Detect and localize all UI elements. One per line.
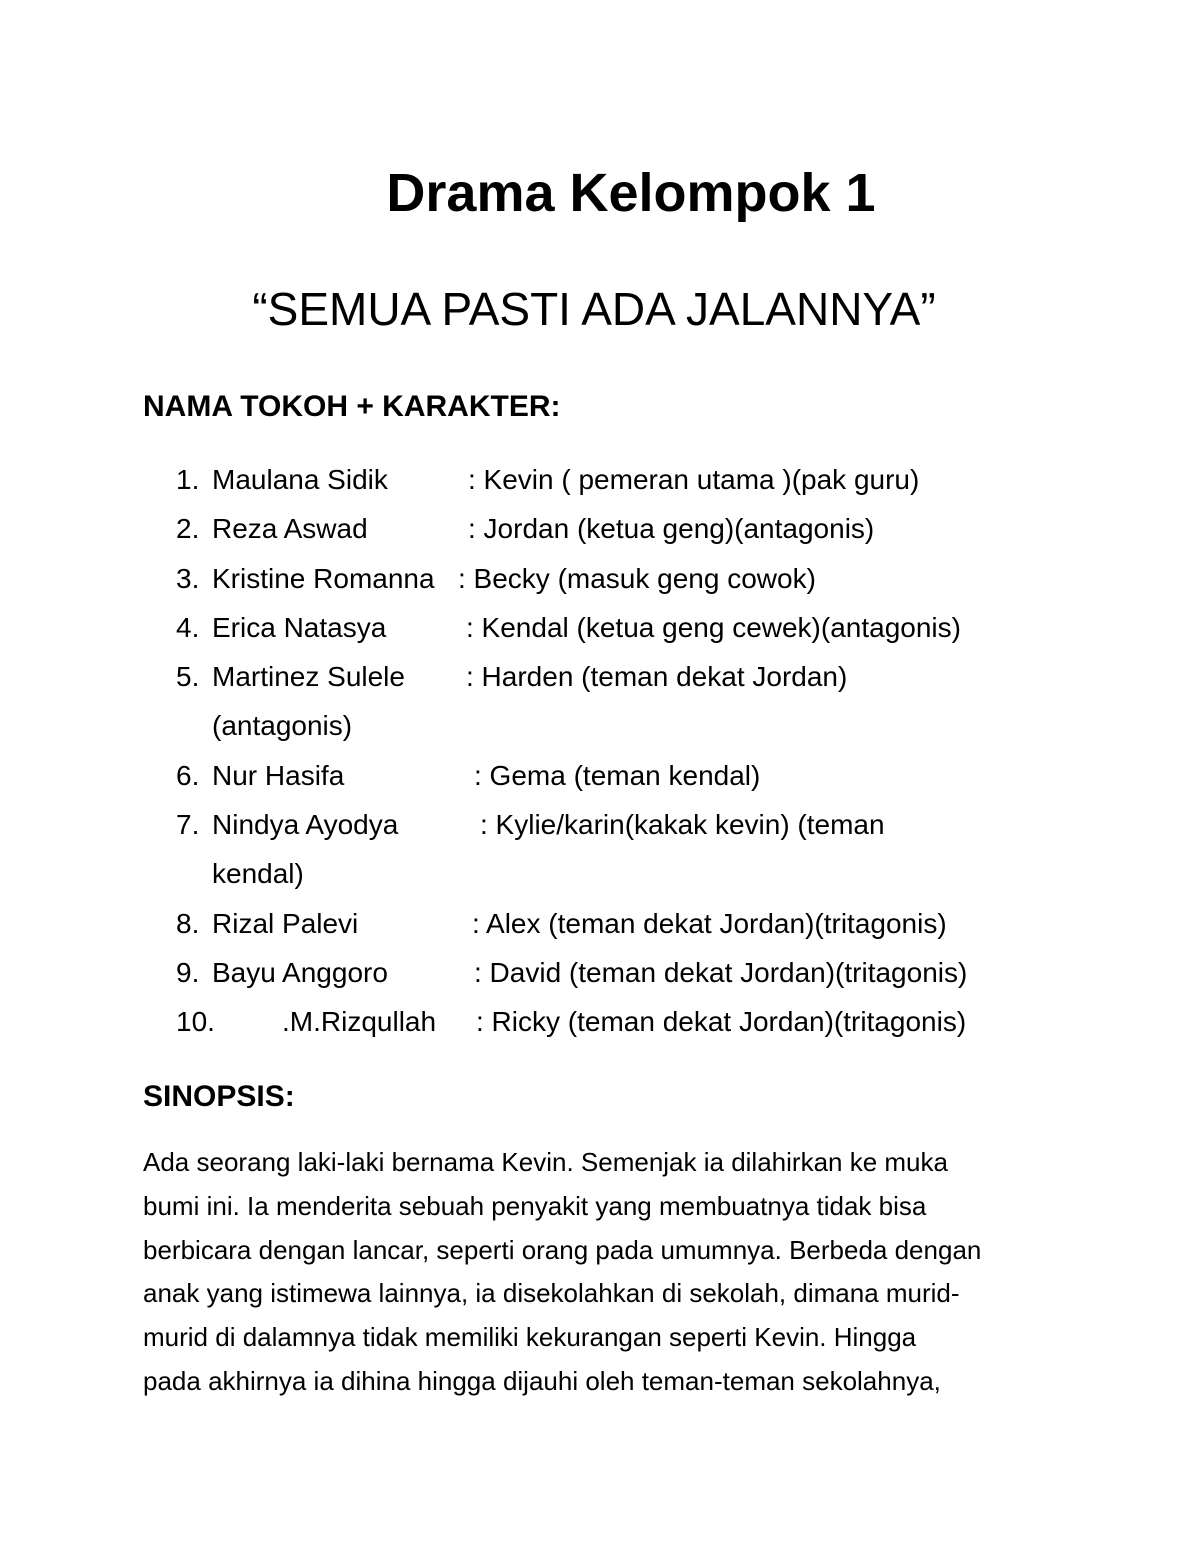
character-description: : Jordan (ketua geng)(antagonis) [468, 513, 875, 545]
synopsis-line: pada akhirnya ia dihina hingga dijauhi oleh teman-teman sekolahnya, [143, 1365, 941, 1396]
cast-member-name: Bayu Anggoro [212, 956, 388, 988]
synopsis-line: murid di dalamnya tidak memiliki kekurangan seperti Kevin. Hingga [143, 1322, 917, 1353]
list-item-continuation [0, 701, 1200, 750]
list-number: 10. [176, 1006, 215, 1038]
character-description: : Kevin ( pemeran utama )(pak guru) [468, 464, 920, 495]
list-number: 7. [176, 809, 200, 841]
list-item [0, 751, 1200, 800]
document-title: Drama Kelompok 1 [386, 163, 876, 223]
character-description: : Harden (teman dekat Jordan) [466, 661, 848, 693]
cast-member-name: Nindya Ayodya [212, 809, 399, 841]
character-description: : Alex (teman dekat Jordan)(tritagonis) [472, 907, 947, 939]
character-description: : Becky (masuk geng cowok) [458, 562, 816, 594]
cast-heading: NAMA TOKOH + KARAKTER: [143, 390, 561, 423]
cast-member-name: Nur Hasifa [212, 759, 345, 791]
list-number: 6. [176, 759, 200, 791]
character-description: : David (teman dekat Jordan)(tritagonis) [474, 956, 968, 988]
list-number: 5. [176, 661, 200, 693]
list-item [0, 504, 1200, 553]
cast-member-name: .M.Rizqullah [282, 1006, 437, 1038]
character-description-continued: kendal) [212, 858, 304, 890]
synopsis-heading: SINOPSIS: [143, 1080, 295, 1113]
list-item [0, 997, 1200, 1046]
cast-member-name: Maulana Sidik [212, 464, 388, 495]
synopsis-line: anak yang istimewa lainnya, ia disekolahkan di sekolah, dimana murid- [143, 1278, 960, 1309]
cast-member-name: Martinez Sulele [212, 661, 405, 693]
cast-member-name: Reza Aswad [212, 513, 368, 545]
list-item-continuation [0, 849, 1200, 898]
list-item [0, 455, 1200, 504]
synopsis-paragraph [143, 1141, 1083, 1404]
character-description-continued: (antagonis) [212, 710, 353, 742]
synopsis-line: Ada seorang laki-laki bernama Kevin. Semenjak ia dilahirkan ke muka [143, 1147, 948, 1177]
character-description: : Ricky (teman dekat Jordan)(tritagonis) [476, 1006, 967, 1038]
synopsis-line: bumi ini. Ia menderita sebuah penyakit yang membuatnya tidak bisa [143, 1190, 927, 1221]
list-item [0, 948, 1200, 997]
list-item [0, 800, 1200, 849]
list-number: 2. [176, 513, 200, 545]
character-description: : Kendal (ketua geng cewek)(antagonis) [466, 611, 961, 643]
list-item [0, 554, 1200, 603]
list-number: 9. [176, 956, 200, 988]
character-description: : Gema (teman kendal) [474, 759, 761, 791]
cast-member-name: Kristine Romanna [212, 562, 435, 594]
synopsis-line: berbicara dengan lancar, seperti orang pada umumnya. Berbeda dengan [143, 1234, 982, 1265]
list-number: 4. [176, 611, 200, 643]
list-number: 1. [176, 464, 200, 495]
cast-member-name: Erica Natasya [212, 611, 387, 643]
list-item [0, 652, 1200, 701]
character-description: : Kylie/karin(kakak kevin) (teman [480, 809, 885, 841]
cast-member-name: Rizal Palevi [212, 907, 359, 939]
cast-list [0, 455, 1200, 1047]
document-subtitle: “SEMUA PASTI ADA JALANNYA” [252, 283, 936, 335]
list-item [0, 899, 1200, 948]
list-item [0, 603, 1200, 652]
list-number: 8. [176, 907, 200, 939]
list-number: 3. [176, 562, 200, 594]
